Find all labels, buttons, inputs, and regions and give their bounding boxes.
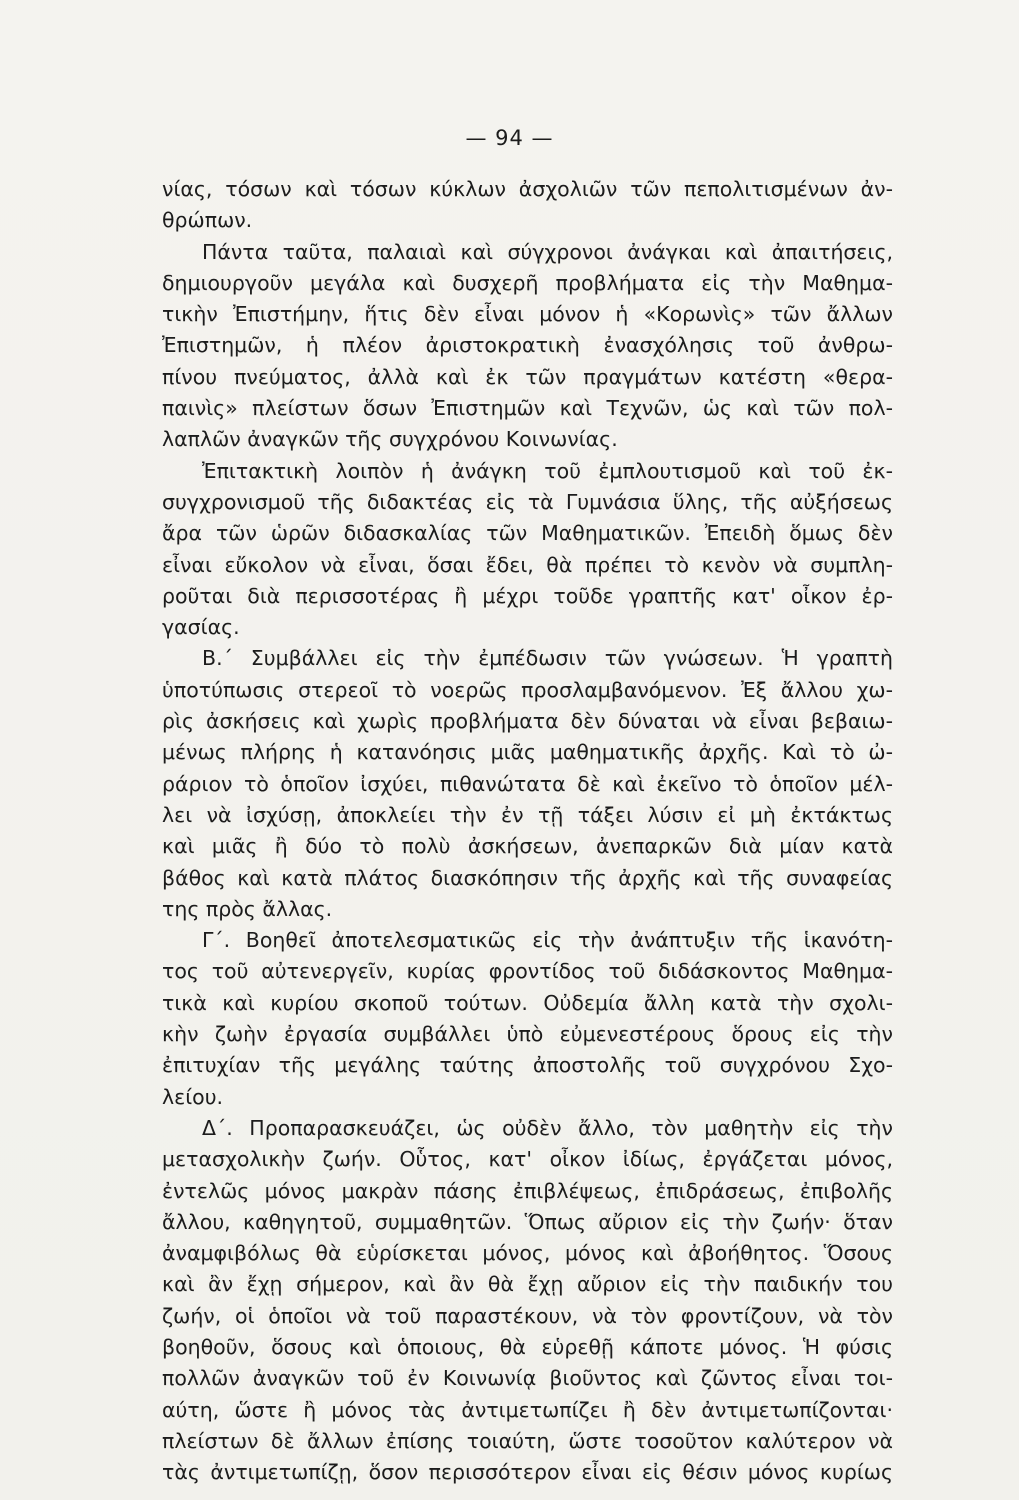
text-line: εἶναι εὔκολον νὰ εἶναι, ὅσαι ἔδει, θὰ πρέπει τὸ κενὸν νὰ συμπλη- <box>162 552 893 577</box>
text-line: τικὰ καὶ κυρίου σκοποῦ τούτων. Οὐδεμία ἄλλη κατὰ τὴν σχολι- <box>162 990 893 1015</box>
text-line: θρώπων. <box>162 208 253 233</box>
text-line: ρὶς ἀσκήσεις καὶ χωρὶς προβλήματα δὲν δύναται νὰ εἶναι βεβαιω- <box>162 709 893 734</box>
page-number: — 94 — <box>465 126 554 150</box>
text-line: ροῦται διὰ περισσοτέρας ἢ μέχρι τοῦδε γραπτῆς κατ' οἶκον ἐρ- <box>162 583 893 608</box>
text-line: τικὴν Ἐπιστήμην, ἥτις δὲν εἶναι μόνον ἡ «Κορωνὶς» τῶν ἄλλων <box>162 302 893 327</box>
text-line: βάθος καὶ κατὰ πλάτος διασκόπησιν τῆς ἀρχῆς καὶ τῆς συναφείας <box>162 865 893 890</box>
text-line: κὴν ζωὴν ἐργασία συμβάλλει ὑπὸ εὐμενεστέρους ὅρους εἰς τὴν <box>162 1022 893 1047</box>
text-line: ἀναμφιβόλως θὰ εὑρίσκεται μόνος, μόνος καὶ ἀβοήθητος. Ὅσους <box>162 1241 893 1266</box>
text-line: νίας, τόσων καὶ τόσων κύκλων ἀσχολιῶν τῶν πεπολιτισμένων ἀν- <box>162 177 893 201</box>
text-line: Γ΄. Βοηθεῖ ἀποτελεσματικῶς εἰς τὴν ἀνάπτυξιν τῆς ἱκανότη- <box>202 928 893 953</box>
text-line: ράριον τὸ ὁποῖον ἰσχύει, πιθανώτατα δὲ καὶ ἐκεῖνο τὸ ὁποῖον μέλ- <box>162 771 893 796</box>
text-line: συγχρονισμοῦ τῆς διδακτέας εἰς τὰ Γυμνάσια ὕλης, τῆς αὐξήσεως <box>162 489 893 514</box>
text-line: γασίας. <box>162 615 240 640</box>
text-line: ὑποτύπωσις στερεοῖ τὸ νοερῶς προσλαμβανόμενον. Ἐξ ἄλλου χω- <box>162 677 893 702</box>
text-line: της πρὸς ἄλλας. <box>162 896 333 921</box>
text-line: αύτη, ὥστε ἢ μόνος τὰς ἀντιμετωπίζει ἢ δὲν ἀντιμετωπίζονται· <box>162 1397 893 1422</box>
text-line: βοηθοῦν, ὅσους καὶ ὁποιους, θὰ εὑρεθῇ κάποτε μόνος. Ἡ φύσις <box>162 1334 893 1359</box>
text-line: παινὶς» πλείστων ὅσων Ἐπιστημῶν καὶ Τεχνῶν, ὡς καὶ τῶν πολ- <box>162 396 893 421</box>
text-line: δημιουργοῦν μεγάλα καὶ δυσχερῆ προβλήματα εἰς τὴν Μαθημα- <box>162 270 893 295</box>
text-line: ζωήν, οἱ ὁποῖοι νὰ τοῦ παραστέκουν, νὰ τὸν φροντίζουν, νὰ τὸν <box>162 1303 893 1328</box>
text-line: πολλῶν ἀναγκῶν τοῦ ἐν Κοινωνίᾳ βιοῦντος καὶ ζῶντος εἶναι τοι- <box>162 1366 893 1391</box>
text-line: Ἐπιστημῶν, ἡ πλέον ἀριστοκρατικὴ ἐνασχόλησις τοῦ ἀνθρω- <box>162 333 893 358</box>
text-line: Δ΄. Προπαρασκευάζει, ὡς οὐδὲν ἄλλο, τὸν μαθητὴν εἰς τὴν <box>202 1115 893 1140</box>
text-line: λαπλῶν ἀναγκῶν τῆς συγχρόνου Κοινωνίας. <box>162 427 618 452</box>
text-line: πίνου πνεύματος, ἀλλὰ καὶ ἐκ τῶν πραγμάτων κατέστη «θερα- <box>162 364 893 389</box>
text-line: ἄλλου, καθηγητοῦ, συμμαθητῶν. Ὅπως αὔριον εἰς τὴν ζωήν· ὅταν <box>162 1209 893 1234</box>
text-line: λείου. <box>162 1084 224 1109</box>
text-line: καὶ μιᾶς ἢ δύο τὸ πολὺ ἀσκήσεων, ἀνεπαρκῶν διὰ μίαν κατὰ <box>162 834 893 859</box>
text-line: ἐπιτυχίαν τῆς μεγάλης ταύτης ἀποστολῆς τοῦ συγχρόνου Σχο- <box>162 1053 893 1078</box>
text-line: μένως πλήρης ἡ κατανόησις μιᾶς μαθηματικῆς ἀρχῆς. Καὶ τὸ ὠ- <box>162 740 893 765</box>
text-line: πλείστων δὲ ἄλλων ἐπίσης τοιαύτη, ὥστε τοσοῦτον καλύτερον νὰ <box>162 1428 893 1453</box>
body-text <box>162 174 893 1488</box>
text-line: Ἐπιτακτικὴ λοιπὸν ἡ ἀνάγκη τοῦ ἐμπλουτισμοῦ καὶ τοῦ ἐκ- <box>202 458 893 483</box>
text-line: τὰς ἀντιμετωπίζῃ, ὅσον περισσότερον εἶναι εἰς θέσιν μόνος κυρίως <box>162 1460 893 1485</box>
text-line: ἄρα τῶν ὡρῶν διδασκαλίας τῶν Μαθηματικῶν. Ἐπειδὴ ὅμως δὲν <box>162 521 893 546</box>
text-line: ἐντελῶς μόνος μακρὰν πάσης ἐπιβλέψεως, ἐπιδράσεως, ἐπιβολῆς <box>162 1178 893 1203</box>
text-line: καὶ ἂν ἔχῃ σήμερον, καὶ ἂν θὰ ἔχῃ αὔριον εἰς τὴν παιδικήν του <box>162 1272 893 1297</box>
text-line: Β.΄ Συμβάλλει εἰς τὴν ἐμπέδωσιν τῶν γνώσεων. Ἡ γραπτὴ <box>202 646 893 671</box>
text-line: τος τοῦ αὐτενεργεῖν, κυρίας φροντίδος τοῦ διδάσκοντος Μαθημα- <box>162 959 893 984</box>
text-line: μετασχολικὴν ζωήν. Οὗτος, κατ' οἶκον ἰδίως, ἐργάζεται μόνος, <box>162 1147 893 1172</box>
text-line: λει νὰ ἰσχύσῃ, ἀποκλείει τὴν ἐν τῇ τάξει λύσιν εἰ μὴ ἐκτάκτως <box>162 802 893 827</box>
text-line: Πάντα ταῦτα, παλαιαὶ καὶ σύγχρονοι ἀνάγκαι καὶ ἀπαιτήσεις, <box>202 239 893 264</box>
